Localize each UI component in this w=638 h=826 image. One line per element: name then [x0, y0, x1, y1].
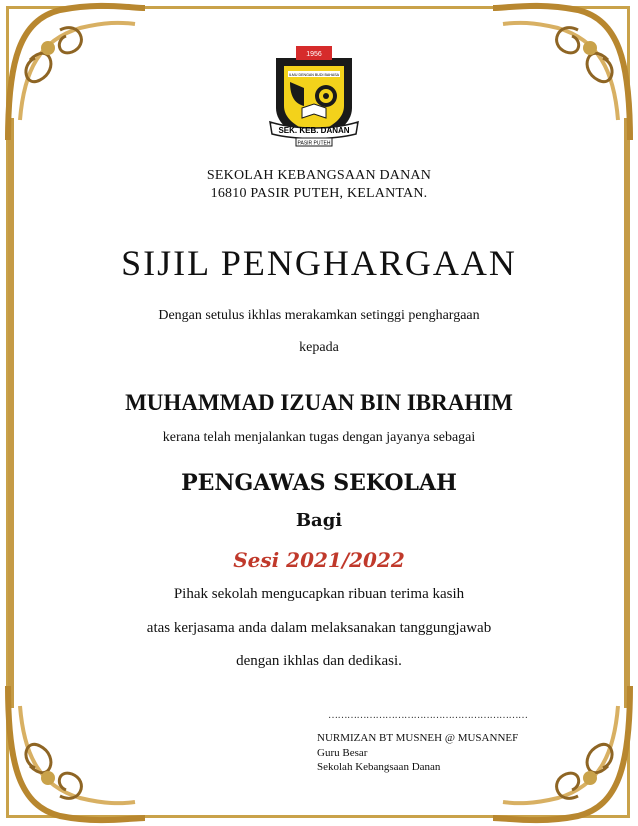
- session-label: Sesi 2021/2022: [233, 548, 405, 572]
- emblem-sub: PASIR PUTEH: [297, 140, 331, 147]
- bagi-label: Bagi: [295, 510, 343, 531]
- reason-line: kerana telah menjalankan tugas dengan jayanya sebagai: [162, 430, 476, 445]
- thanks-line-3: dengan ikhlas dan dedikasi.: [236, 653, 402, 669]
- thanks-line-2: atas kerjasama anda dalam melaksanakan tanggungjawab: [146, 620, 492, 636]
- recipient-role: PENGAWAS SEKOLAH: [181, 470, 457, 496]
- signatory-position: Guru Besar: [317, 747, 368, 759]
- school-address: 16810 PASIR PUTEH, KELANTAN.: [210, 186, 428, 201]
- signatory-name: NURMIZAN BT MUSNEH @ MUSANNEF: [317, 732, 519, 744]
- recipient-name: MUHAMMAD IZUAN BIN IBRAHIM: [125, 390, 513, 415]
- signature-line: ………………………………………………………: [328, 710, 528, 721]
- corner-ornament-bottom-left: [0, 676, 150, 826]
- corner-ornament-top-left: [0, 0, 150, 150]
- school-name: SEKOLAH KEBANGSAAN DANAN: [206, 168, 432, 183]
- school-emblem: [266, 38, 362, 148]
- emblem-arc-text: ILMU DENGAN BUDI BAHASA: [288, 73, 340, 77]
- certificate-title: SIJIL PENGHARGAAN: [121, 243, 517, 283]
- thanks-line-1: Pihak sekolah mengucapkan ribuan terima kasih: [173, 586, 465, 602]
- signatory-school: Sekolah Kebangsaan Danan: [317, 761, 441, 773]
- corner-ornament-top-right: [488, 0, 638, 150]
- emblem-year: 1956: [306, 51, 322, 58]
- corner-ornament-bottom-right: [488, 676, 638, 826]
- intro-line-1: Dengan setulus ikhlas merakamkan setinggi penghargaan: [158, 308, 480, 323]
- emblem-banner: SEK. KEB. DANAN: [278, 126, 350, 135]
- intro-line-2: kepada: [299, 340, 339, 355]
